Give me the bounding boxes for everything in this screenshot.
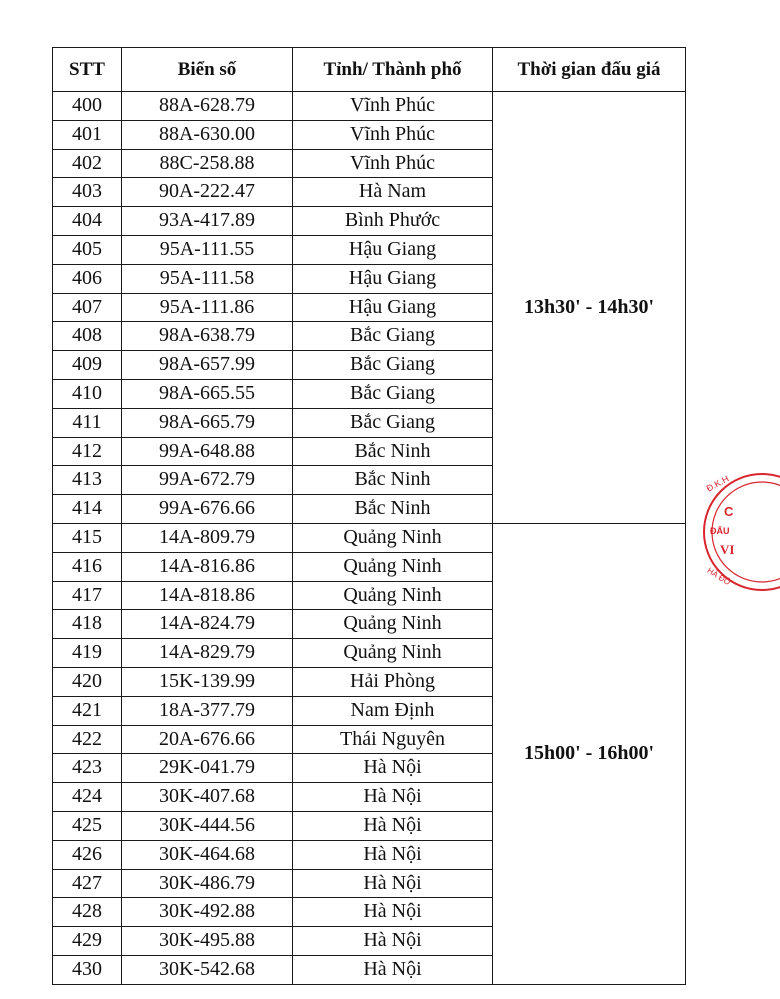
row-stt: 402: [53, 149, 122, 178]
row-stt: 429: [53, 927, 122, 956]
row-plate-number: 14A-809.79: [122, 523, 293, 552]
row-province: Bắc Ninh: [293, 437, 493, 466]
table-row: [53, 92, 686, 121]
svg-text:Đ.K.H: Đ.K.H: [704, 473, 731, 494]
header-province: Tỉnh/ Thành phố: [293, 48, 493, 92]
row-plate-number: 30K-492.88: [122, 898, 293, 927]
row-province: Hà Nội: [293, 783, 493, 812]
row-plate-number: 29K-041.79: [122, 754, 293, 783]
auction-time-slot: 13h30' - 14h30': [493, 92, 686, 524]
row-province: Thái Nguyên: [293, 725, 493, 754]
row-plate-number: 14A-818.86: [122, 581, 293, 610]
row-stt: 422: [53, 725, 122, 754]
row-plate-number: 14A-829.79: [122, 639, 293, 668]
row-stt: 428: [53, 898, 122, 927]
row-plate-number: 30K-486.79: [122, 869, 293, 898]
row-stt: 421: [53, 696, 122, 725]
auction-time-slot: 15h00' - 16h00': [493, 523, 686, 984]
row-province: Nam Định: [293, 696, 493, 725]
row-stt: 414: [53, 495, 122, 524]
row-province: Hà Nội: [293, 811, 493, 840]
row-plate-number: 93A-417.89: [122, 207, 293, 236]
row-province: Hà Nội: [293, 869, 493, 898]
row-province: Vĩnh Phúc: [293, 149, 493, 178]
svg-text:C: C: [724, 504, 734, 519]
row-plate-number: 88C-258.88: [122, 149, 293, 178]
row-plate-number: 99A-676.66: [122, 495, 293, 524]
row-province: Quảng Ninh: [293, 610, 493, 639]
row-stt: 406: [53, 264, 122, 293]
auction-table: [52, 47, 686, 985]
row-stt: 419: [53, 639, 122, 668]
row-stt: 430: [53, 955, 122, 984]
row-stt: 405: [53, 235, 122, 264]
row-stt: 401: [53, 120, 122, 149]
row-plate-number: 95A-111.55: [122, 235, 293, 264]
row-stt: 423: [53, 754, 122, 783]
row-stt: 415: [53, 523, 122, 552]
red-seal-stamp: [698, 470, 780, 594]
row-plate-number: 30K-444.56: [122, 811, 293, 840]
row-province: Hậu Giang: [293, 293, 493, 322]
row-stt: 424: [53, 783, 122, 812]
table-header-row: [53, 48, 686, 92]
row-stt: 409: [53, 351, 122, 380]
row-stt: 427: [53, 869, 122, 898]
row-plate-number: 88A-628.79: [122, 92, 293, 121]
row-province: Hậu Giang: [293, 264, 493, 293]
row-plate-number: 14A-816.86: [122, 552, 293, 581]
row-province: Quảng Ninh: [293, 581, 493, 610]
row-stt: 411: [53, 408, 122, 437]
row-stt: 403: [53, 178, 122, 207]
row-plate-number: 30K-542.68: [122, 955, 293, 984]
row-province: Hà Nội: [293, 898, 493, 927]
row-province: Hải Phòng: [293, 667, 493, 696]
row-province: Quảng Ninh: [293, 523, 493, 552]
row-province: Bắc Ninh: [293, 466, 493, 495]
row-stt: 417: [53, 581, 122, 610]
row-plate-number: 18A-377.79: [122, 696, 293, 725]
row-stt: 420: [53, 667, 122, 696]
row-province: Bắc Giang: [293, 379, 493, 408]
row-province: Hà Nội: [293, 927, 493, 956]
row-plate-number: 14A-824.79: [122, 610, 293, 639]
table-row: [53, 523, 686, 552]
row-province: Bắc Giang: [293, 351, 493, 380]
row-stt: 408: [53, 322, 122, 351]
row-province: Vĩnh Phúc: [293, 92, 493, 121]
row-province: Vĩnh Phúc: [293, 120, 493, 149]
row-stt: 407: [53, 293, 122, 322]
row-stt: 413: [53, 466, 122, 495]
row-plate-number: 98A-638.79: [122, 322, 293, 351]
row-province: Bắc Ninh: [293, 495, 493, 524]
row-plate-number: 30K-464.68: [122, 840, 293, 869]
row-stt: 404: [53, 207, 122, 236]
row-province: Quảng Ninh: [293, 639, 493, 668]
row-stt: 416: [53, 552, 122, 581]
row-province: Bắc Giang: [293, 408, 493, 437]
svg-text:VI: VI: [720, 542, 735, 557]
row-plate-number: 15K-139.99: [122, 667, 293, 696]
header-auction-time: Thời gian đấu giá: [493, 48, 686, 92]
row-stt: 410: [53, 379, 122, 408]
row-province: Quảng Ninh: [293, 552, 493, 581]
row-stt: 425: [53, 811, 122, 840]
row-province: Hà Nội: [293, 754, 493, 783]
row-province: Hà Nam: [293, 178, 493, 207]
svg-text:ĐẤU: ĐẤU: [710, 526, 730, 536]
row-province: Hà Nội: [293, 840, 493, 869]
svg-text:HÀ ĐÔ: HÀ ĐÔ: [705, 565, 732, 588]
row-plate-number: 95A-111.86: [122, 293, 293, 322]
row-province: Hà Nội: [293, 955, 493, 984]
row-plate-number: 98A-665.55: [122, 379, 293, 408]
header-stt: STT: [53, 48, 122, 92]
row-stt: 400: [53, 92, 122, 121]
row-plate-number: 98A-665.79: [122, 408, 293, 437]
row-plate-number: 99A-672.79: [122, 466, 293, 495]
row-plate-number: 30K-407.68: [122, 783, 293, 812]
row-plate-number: 88A-630.00: [122, 120, 293, 149]
row-province: Bắc Giang: [293, 322, 493, 351]
row-plate-number: 99A-648.88: [122, 437, 293, 466]
row-stt: 426: [53, 840, 122, 869]
row-plate-number: 90A-222.47: [122, 178, 293, 207]
row-province: Hậu Giang: [293, 235, 493, 264]
row-plate-number: 95A-111.58: [122, 264, 293, 293]
row-stt: 418: [53, 610, 122, 639]
header-plate-number: Biển số: [122, 48, 293, 92]
row-province: Bình Phước: [293, 207, 493, 236]
row-plate-number: 20A-676.66: [122, 725, 293, 754]
row-plate-number: 98A-657.99: [122, 351, 293, 380]
row-plate-number: 30K-495.88: [122, 927, 293, 956]
row-stt: 412: [53, 437, 122, 466]
